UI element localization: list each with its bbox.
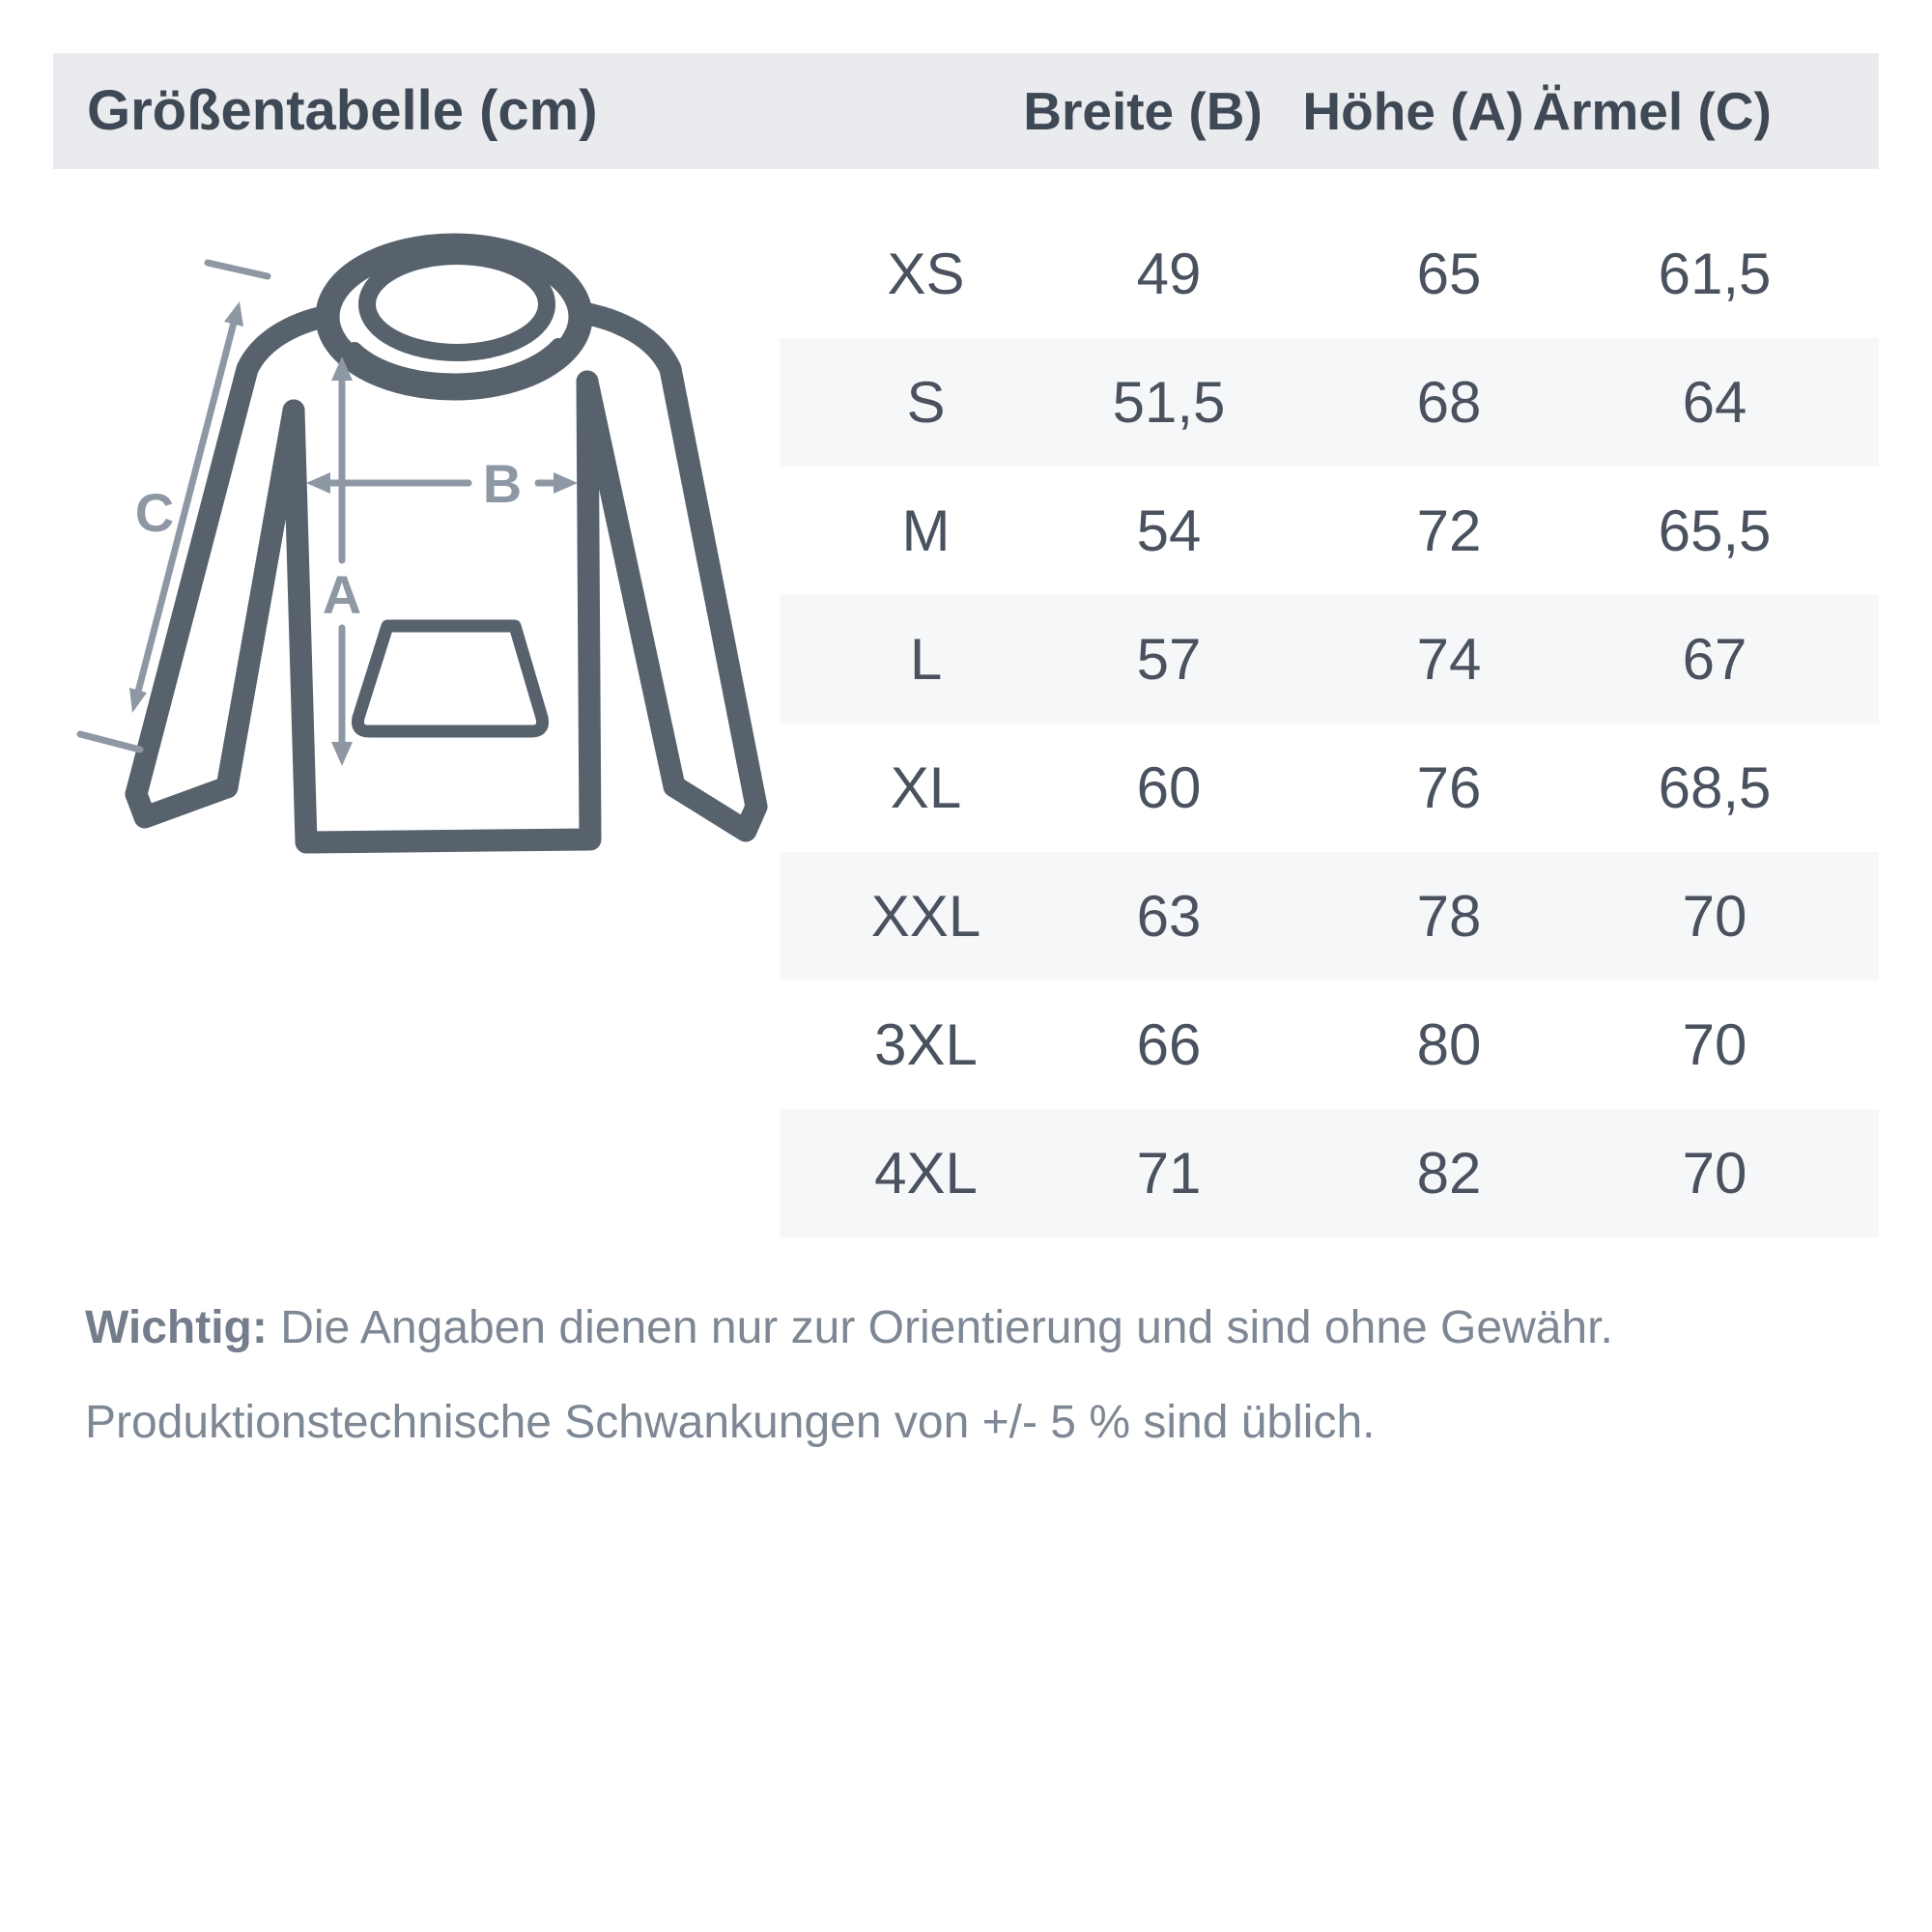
size-table xyxy=(780,210,1879,1237)
breite-value: 51,5 xyxy=(1112,370,1226,435)
disclaimer-line-1 xyxy=(85,1281,1853,1376)
table-row xyxy=(780,338,1879,467)
hoehe-value: 82 xyxy=(1416,1141,1482,1206)
hoehe-value: 74 xyxy=(1416,627,1482,692)
table-row xyxy=(780,595,1879,724)
aermel-value: 70 xyxy=(1682,1141,1747,1206)
hoehe-value: 68 xyxy=(1416,370,1482,435)
size-label: M xyxy=(901,498,951,563)
size-chart-header xyxy=(53,53,1879,169)
aermel-value: 68,5 xyxy=(1658,755,1772,820)
breite-value: 63 xyxy=(1136,884,1202,949)
disclaimer xyxy=(85,1281,1853,1470)
hoehe-value: 65 xyxy=(1416,242,1482,306)
breite-value: 71 xyxy=(1136,1141,1202,1206)
disclaimer-text-1: Die Angaben dienen nur zur Orientierung und sind ohne Gewähr. xyxy=(267,1302,1613,1353)
label-a: A xyxy=(322,564,362,625)
size-label: XS xyxy=(887,242,965,306)
table-row xyxy=(780,980,1879,1109)
page-title: Größentabelle (cm) xyxy=(87,79,598,142)
important-label: Wichtig: xyxy=(85,1302,268,1353)
hoehe-value: 72 xyxy=(1416,498,1482,563)
size-label: 3XL xyxy=(874,1012,978,1077)
table-row xyxy=(780,1109,1879,1237)
aermel-value: 64 xyxy=(1682,370,1747,435)
breite-value: 49 xyxy=(1136,242,1202,306)
breite-value: 57 xyxy=(1136,627,1202,692)
hoodie-measurement-diagram xyxy=(63,222,768,860)
column-header-hoehe: Höhe (A) xyxy=(1302,81,1524,141)
hoehe-value: 80 xyxy=(1416,1012,1482,1077)
table-row xyxy=(780,467,1879,595)
breite-value: 60 xyxy=(1136,755,1202,820)
table-row xyxy=(780,852,1879,980)
breite-value: 66 xyxy=(1136,1012,1202,1077)
size-label: S xyxy=(906,370,946,435)
aermel-value: 67 xyxy=(1682,627,1747,692)
aermel-value: 65,5 xyxy=(1658,498,1772,563)
size-label: 4XL xyxy=(874,1141,978,1206)
aermel-value: 61,5 xyxy=(1658,242,1772,306)
disclaimer-line-2: Produktionstechnische Schwankungen von +/- 5 % sind üblich. xyxy=(85,1397,1376,1448)
column-header-aermel: Ärmel (C) xyxy=(1532,81,1772,141)
label-c: C xyxy=(134,482,175,543)
breite-value: 54 xyxy=(1136,498,1202,563)
hoehe-value: 78 xyxy=(1416,884,1482,949)
aermel-value: 70 xyxy=(1682,884,1747,949)
label-b: B xyxy=(482,453,523,514)
size-label: XL xyxy=(890,755,962,820)
column-header-breite: Breite (B) xyxy=(1023,81,1263,141)
table-row xyxy=(780,210,1879,338)
aermel-value: 70 xyxy=(1682,1012,1747,1077)
size-label: L xyxy=(909,627,943,692)
hoehe-value: 76 xyxy=(1416,755,1482,820)
size-label: XXL xyxy=(870,884,981,949)
table-row xyxy=(780,724,1879,852)
